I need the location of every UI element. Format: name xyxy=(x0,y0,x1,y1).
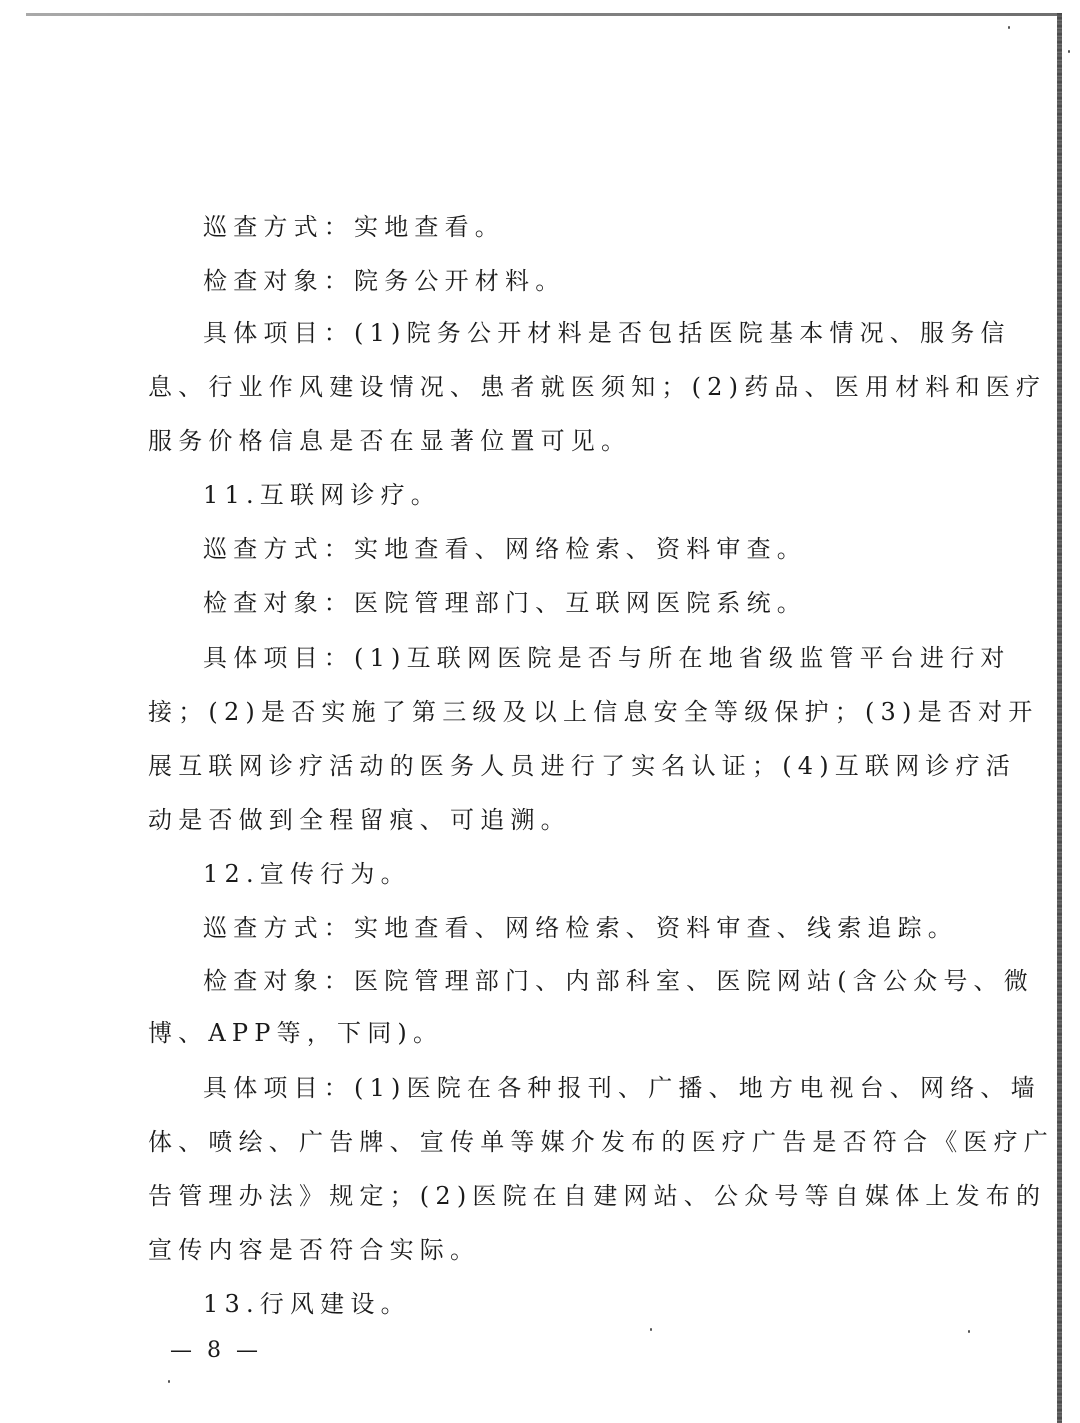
target-line-section11: 检查对象：医院管理部门、互联网医院系统。 xyxy=(203,589,807,617)
scan-border-right xyxy=(1057,13,1062,1423)
items-line-section11-2: 接；(2)是否实施了第三级及以上信息安全等级保护；(3)是否对开 xyxy=(148,698,1039,726)
target-line-section10: 检查对象：院务公开材料。 xyxy=(203,267,566,295)
page-number: — 8 — xyxy=(170,1338,262,1363)
target-line-section12-2: 博、APP等，下同)。 xyxy=(148,1019,444,1047)
section-heading-12: 12.宣传行为。 xyxy=(203,860,411,888)
section-heading-13: 13.行风建设。 xyxy=(203,1290,411,1318)
items-line-section11-1: 具体项目：(1)互联网医院是否与所在地省级监管平台进行对 xyxy=(203,644,1011,672)
scan-speck xyxy=(1068,50,1070,53)
scan-speck xyxy=(650,1328,652,1331)
scan-speck xyxy=(968,1330,970,1333)
items-line-section12-1: 具体项目：(1)医院在各种报刊、广播、地方电视台、网络、墙 xyxy=(203,1074,1041,1102)
items-line-section10-1: 具体项目：(1)院务公开材料是否包括医院基本情况、服务信 xyxy=(203,319,1011,347)
method-line-section10: 巡查方式：实地查看。 xyxy=(203,213,505,241)
items-line-section12-4: 宣传内容是否符合实际。 xyxy=(148,1236,481,1264)
items-line-section12-2: 体、喷绘、广告牌、宣传单等媒介发布的医疗广告是否符合《医疗广 xyxy=(148,1128,1054,1156)
scan-border-top xyxy=(26,13,1062,16)
items-line-section11-3: 展互联网诊疗活动的医务人员进行了实名认证；(4)互联网诊疗活 xyxy=(148,752,1016,780)
items-line-section11-4: 动是否做到全程留痕、可追溯。 xyxy=(148,806,571,834)
items-line-section10-3: 服务价格信息是否在显著位置可见。 xyxy=(148,427,632,455)
target-line-section12-1: 检查对象：医院管理部门、内部科室、医院网站(含公众号、微 xyxy=(203,967,1034,995)
items-line-section12-3: 告管理办法》规定；(2)医院在自建网站、公众号等自媒体上发布的 xyxy=(148,1182,1047,1210)
items-line-section10-2: 息、行业作风建设情况、患者就医须知；(2)药品、医用材料和医疗 xyxy=(148,373,1047,401)
scan-speck xyxy=(168,1380,170,1383)
section-heading-11: 11.互联网诊疗。 xyxy=(203,481,441,509)
scan-speck xyxy=(1008,26,1010,29)
method-line-section11: 巡查方式：实地查看、网络检索、资料审查。 xyxy=(203,535,807,563)
method-line-section12: 巡查方式：实地查看、网络检索、资料审查、线索追踪。 xyxy=(203,914,958,942)
